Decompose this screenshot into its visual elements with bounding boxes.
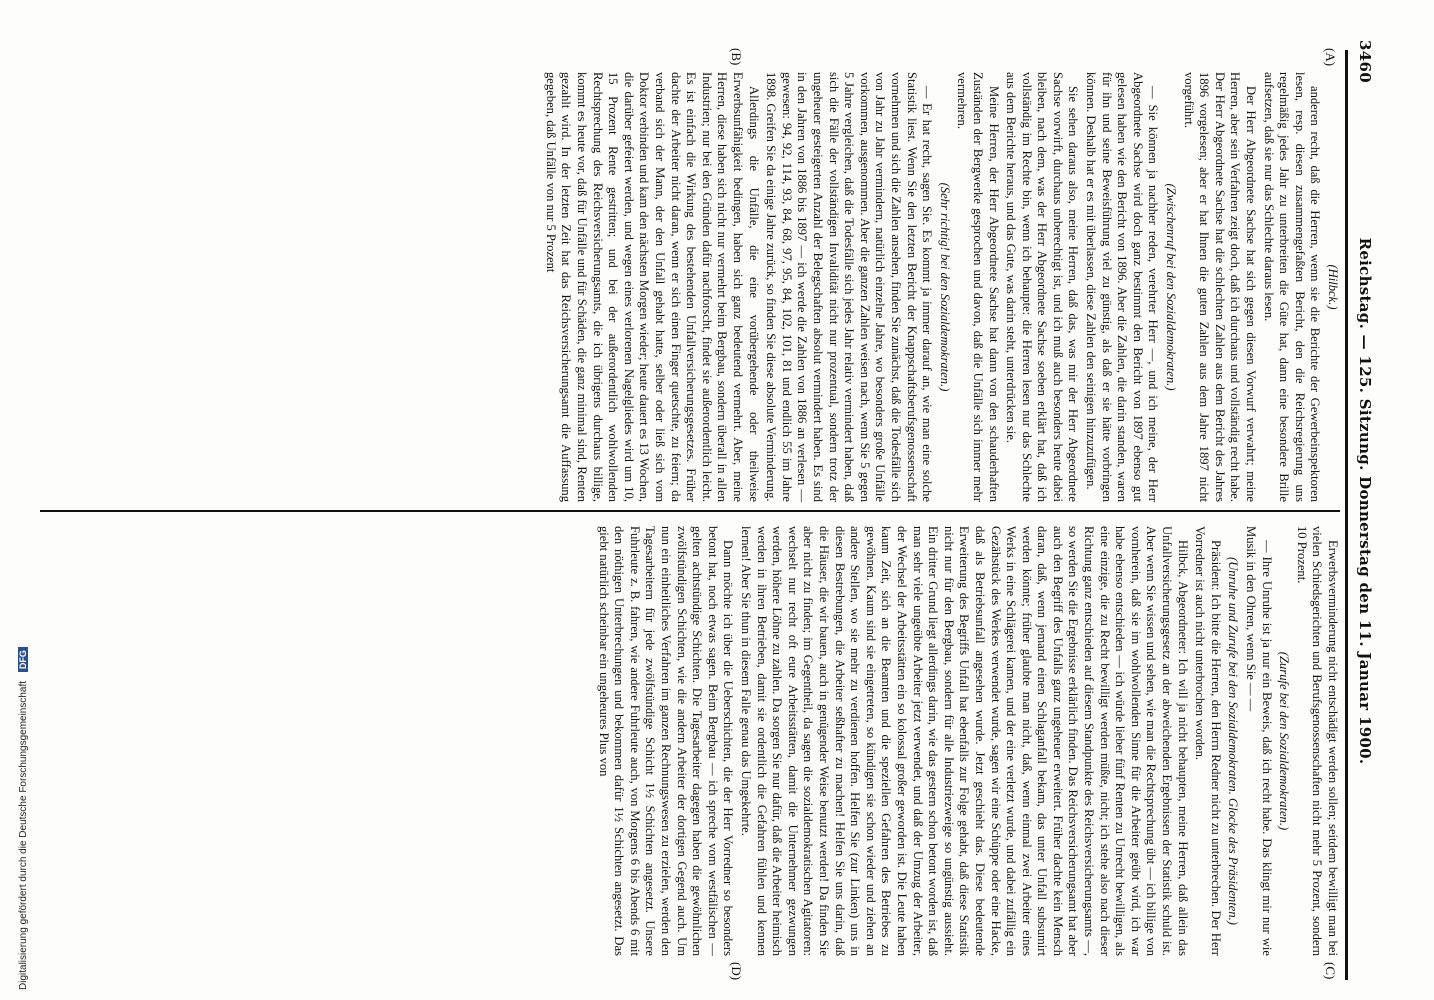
interjection: (Zwischenruf bei den Sozialdemokraten.) [1164, 183, 1179, 391]
interjection: (Sehr richtig! bei den Sozialdemokraten.) [937, 182, 952, 392]
paragraph: Der Herr Abgeordnete Sachse hat sich gegen diesen Vorwurf verwahrt; meine Herren, aber sein Verfahren zeigt doch, daß ich durchaus und vollständig recht habe. Der Herr Abgeordnete Sachse hat die schlechten Zahlen aus dem Bericht des Jahres 1896 vorgelesen; aber er hat Ihnen die guten Zahlen aus dem Jahre 1897 nicht vorgeführt. [1181, 72, 1259, 502]
digitization-credit [18, 30, 32, 990]
paragraph: Sie sehen daraus also, meine Herren, daß das, was mir der Herr Abgeordnete Sachse vorwirft, durchaus unberechtigt ist, und ich muß auch besonders heute dabei bleiben, nach dem, was der Herr Abgeordnete Sachse soeben erklärt hat, daß ich vollständig im Rechte bin, wenn ich behaupte: die Herren lesen nur das Schlechte aus dem Berichte heraus, und das Gute, was darin steht, unterdrücken sie. [1004, 72, 1081, 502]
margin-marker-a: (A) [1323, 48, 1338, 67]
paragraph: Hilbck, Abgeordneter: Ich will ja nicht behaupten, meine Herren, daß allein das Unfallversicherungsgesetz an der abweichenden Ergebnissen der Statistik schuld ist. Aber wenn Sie wissen und sehen, wie man die Rechtsprechung übt — ich billige von vornherein, daß sie im wohlwollenden Sinne für die Arbeiter geübt wird, ich war habe ebenso entschieden — ich würde lieber fünf Renten zu Unrecht bewilligen, als eine einzige, die zu Recht bewilligt werden müßte, nicht; ich stehe also nach dieser Richtung ganz entschieden auf diesem Standpunkte des Reichsversicherungsamts —, so werden Sie die Ergebnisse erklärlich finden. Das Reichsversicherungsamt hat aber auch den Begriff des Unfalls ganz ungeheuer erweitert. Früher dachte kein Mensch daran, daß, wenn jemand einen Schlaganfall bekam, das unter Unfall subsumirt werden könnte; früher glaubte man nicht, daß, wenn einmal zwei Arbeiter eines Werks in eine Schlägerei kamen, und der eine verletzt wurde, und dabei zufällig ein Gezähstück des Werkes verwendet wurde, sagen wir eine Schüppe oder eine Hacke, daß als Betriebsunfall angesehen wurde. Jetzt geschieht das. Diese bedeutende Erweiterung des Begriffs Unfall hat ebenfalls zur Folge gehabt, daß diese Statistik nicht nur für den Bergbau, sondern für alle Industriezweige so ungünstig aussieht. Ein dritter Grund liegt allerdings darin, wie das gestern schon betont worden ist, daß man sehr viele ungeübte Arbeiter jetzt verwendet, und daß der Umzug der Arbeiter, der Wechsel der Arbeitsstätten ein so kolossal großer geworden ist. Die Leute haben kaum Zeit, sich an die Beamten und die speziellen Gefahren des Betriebes zu gewöhnen. Kaum sind sie eingetreten, so kündigen sie schon wieder und ziehen an andere Stellen, wo sie mehr zu verdienen hoffen. Helfen Sie (zur Linken) uns in diesen Bestrebungen, die Arbeiter seßhafter zu machen! Helfen Sie uns darin, daß die Häuser, die wir bauen, auch in genügender Weise benutzt werden! Da finden Sie aber nicht zu finden; im Gegentheil, da sagen die sozialdemokratischen Agitatoren: wechselt nur recht oft eure Arbeitsstätten, damit die Unternehmer gezwungen werden, höhere Löhne zu zahlen. Da sorgen Sie nur dafür, daß die Arbeiter heimisch werden in ihren Betrieben, damit sie ordentlich die Gefahren fühlen und kennen lernen! Aber Sie thun in diesem Falle genau das Umgekehrte. [739, 526, 1190, 956]
paragraph: — Sie können ja nachher reden, verehrter Herr —, und ich meine, der Herr Abgeordnete Sachse wird doch ganz bestimmt den Bericht von 1897 ebenso gut gelesen haben wie den Bericht von 1896. Aber die Zahlen, die darin standen, waren für ihn und seine Beweisführung viel zu günstig, als daß er sie hätte vorbringen können. Deshalb hat er es mit überlassen, diese Zahlen den seinigen hinzuzufügen. [1084, 72, 1161, 502]
right-column [40, 526, 1340, 956]
credit-text: Digitalisierung gefördert durch die Deutsche Forschungsgemeinschaft [18, 680, 29, 990]
paragraph: anderen recht, daß die Herren, wenn sie die Berichte der Gewerbeinspektoren lesen, resp. diesen zusammengefaßten Bericht, den die Reichsregierung uns regelmäßig jedes Jahr zu unterbreiten die Güte hat, dann eine besondere Brille aufsetzen, daß sie nur das Schlechte daraus lesen. [1261, 72, 1323, 502]
running-title: Reichstag. — 125. Sitzung. Donnerstag den 11. Januar 1900. [1356, 237, 1374, 765]
paragraph: Meine Herren, der Herr Abgeordnete Sachse hat dann von den schauderhaften Zuständen der Bergwerke gesprochen und davon, daß die Unfälle sich immer mehr vermehren. [955, 72, 1001, 502]
interjection: (Unruhe und Zurufe bei den Sozialdemokraten. Glocke des Präsidenten.) [1226, 557, 1241, 925]
interjection: (Zurufe bei den Sozialdemokraten.) [1277, 651, 1292, 831]
page-header [1354, 28, 1376, 974]
paragraph: (Hilbck.) [1326, 264, 1340, 310]
dfg-logo: DFG [18, 647, 28, 672]
column-divider [40, 510, 1340, 512]
margin-marker-b: (B) [729, 48, 744, 66]
paragraph: Dann möchte ich über die Ueberschichten, die der Herr Vorredner so besonders betont hat, noch etwas sagen. Beim Bergbau — ich spreche vom westfälischen — gelten achtstündige Schichten. Die Tagesarbeiter dagegen haben die gewöhnlichen zwölfstündigen Schichten, wie die andern Arbeiter der dortigen Gegend auch. Um nun ein einheitliches Verfahren im ganzen Rechnungswesen zu erzielen, werden den Tagesarbeitern für jede zwölfstündige Schicht 1½ Schichten angesetzt. Unsere Fuhrleute z. B. fahren, wie andere Fuhrleute auch, von Morgens 6 bis Abends 6 mit den nöthigen Unterbrechungen und bekommen dafür 1½ Schichten angesetzt. Das giebt natürlich scheinbar ein ungeheures Plus von [596, 526, 736, 956]
margin-marker-c: (C) [1323, 962, 1338, 980]
paragraph: Präsident: Ich bitte die Herren, den Herrn Redner nicht zu unterbrechen. Der Herr Vorredner ist auch nicht unterbrochen worden. [1193, 526, 1223, 956]
page-number: 3460 [1356, 40, 1374, 83]
left-column [40, 72, 1340, 502]
paragraph: — Er hat recht, sagen Sie. Es kommt ja immer darauf an, wie man eine solche Statistik liest. Wenn Sie den letzten Bericht der Knappschaftsberufsgenossenschaft vornehmen und sich die Zahlen ansehen, finden Sie zunächst, daß die Todesfälle sich von Jahr zu Jahr vermindern, natürlich einzelne Jahre, wo besonders große Unfälle vorkommen, ausgenommen. Aber die ganzen Zahlen weisen nach, wenn Sie 5 gegen 5 Jahre vergleichen, daß die Todesfälle sich jedes Jahr relativ vermindert haben, daß sich die Fälle der vollständigen Invalidität nicht nur prozentual, sondern trotz der ungeheuer gesteigerten Anzahl der Belegschaften absolut vermindert haben. Es sind in den Jahren von 1886 bis 1897 — ich werde die Zahlen von 1886 an verlesen — gewesen: 94, 92, 114, 93, 84, 68, 97, 95, 84, 102, 101, 81 und endlich 55 im Jahre 1898. Greifen Sie da einige Jahre zurück, so finden Sie diese absolute Verminderung. [764, 72, 935, 502]
margin-marker-d: (D) [729, 962, 744, 981]
paragraph: Erwerbsverminderung nicht entschädigt werden sollen; seitdem bewilligt man bei vielen Schiedsgerichten und Berufsgenossenschaften nicht mehr 5 Prozent, sondern 10 Prozent. [1294, 526, 1340, 956]
header-rule [1345, 50, 1348, 980]
paragraph: — Ihre Unruhe ist ja nur ein Beweis, daß ich recht habe. Das klingt mir nur wie Musik in den Ohren, wenn Sie — — [1244, 526, 1274, 956]
paragraph: Allerdings die Unfälle, die eine vorübergehende oder theilweise Erwerbsunfähigkeit bedingen, haben sich ganz bedeutend vermehrt. Aber, meine Herren, diese haben sich nicht nur vermehrt beim Bergbau, sondern überall in allen Industrien; nur bei den Gründen dafür nachforscht, findet sie außerordentlich leicht. Es ist einfach die Wirkung des bestehenden Unfallversicherungsgesetzes. Früher dachte der Arbeiter nicht daran, wenn er sich einen Finger quetschte, zu feiern; da verband sich der Mann, der den Unfall gehabt hatte, selber oder ließ sich vom Doktor verbinden und kam den nächsten Morgen wieder; heute dauert es 13 Wochen, die darüber gefeiert werden, und wegen eines verlorenen Nagelgliedes wird um 10, 15 Prozent Rente gestritten; und bei der außerordentlich wohlwollenden Rechtsprechung des Reichsversicherungsamts, die ich übrigens durchaus billige, kommt es heute vor, daß für Unfälle und für Schäden, die ganz minimal sind, Renten gezahlt wird. In der letzten Zeit hat das Reichsversicherungsamt die Auffassung gegeben, daß Unfälle von nur 5 Prozent [543, 72, 761, 502]
